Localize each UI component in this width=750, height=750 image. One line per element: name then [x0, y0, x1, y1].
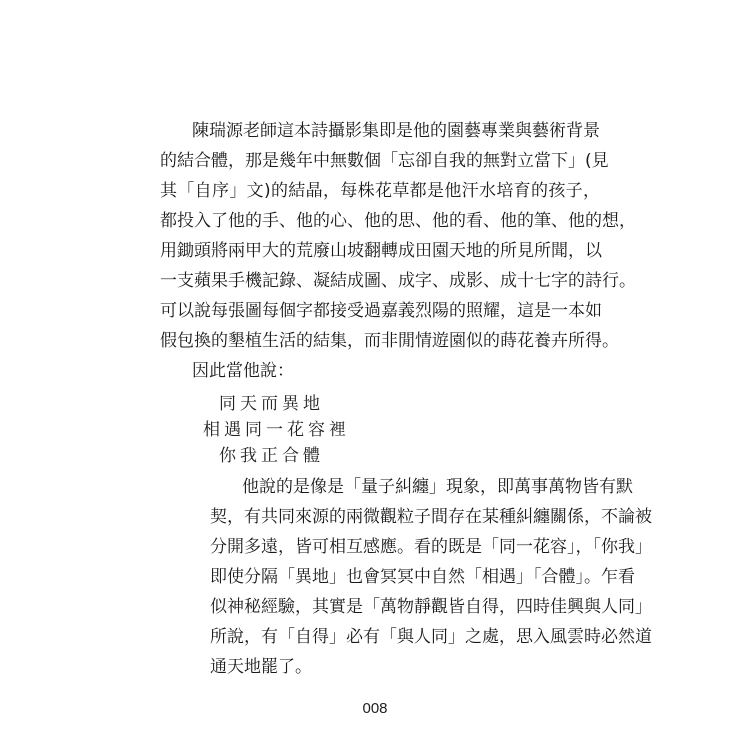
paragraph1-line-8: 假包換的墾植生活的結集，而非閒情遊園似的蒔花養卉所得。 [160, 331, 619, 351]
page-number: 008 [362, 700, 388, 717]
paragraph1-line-3: 其「自序」文)的結晶，每株花草都是他汗水培育的孩子， [160, 181, 600, 201]
paragraph1-line-6: 一支蘋果手機記錄、凝結成圖、成字、成影、成十七字的詩行。 [160, 271, 636, 291]
paragraph1-line-2: 的結合體，那是幾年中無數個「忘卻自我的無對立當下」(見 [160, 151, 609, 171]
poem-line-2: 相遇同一花容裡 [203, 420, 350, 440]
poem-line-1: 同天而異地 [219, 394, 324, 414]
poem-line-3: 你我正合體 [219, 446, 324, 466]
paragraph2-line-5: 似神秘經驗，其實是「萬物靜觀皆自得，四時佳興與人同」 [210, 597, 652, 617]
paragraph2-line-6: 所說，有「自得」必有「與人同」之處，思入風雲時必然道 [210, 627, 652, 647]
paragraph1-line-5: 用鋤頭將兩甲大的荒廢山坡翻轉成田園天地的所見所聞，以 [160, 241, 602, 261]
paragraph1-line-1: 陳瑞源老師這本詩攝影集即是他的園藝專業與藝術背景 [192, 121, 600, 141]
paragraph2-line-2: 契，有共同來源的兩微觀粒子間存在某種糾纏關係，不論被 [210, 507, 652, 527]
paragraph2-line-3: 分開多遠，皆可相互感應。看的既是「同一花容」，「你我」 [210, 537, 652, 557]
poem-intro: 因此當他說： [192, 361, 294, 381]
paragraph2-line-4: 即使分隔「異地」也會冥冥中自然「相遇」「合體」。乍看 [210, 567, 635, 587]
paragraph1-line-4: 都投入了他的手、他的心、他的思、他的看、他的筆、他的想， [160, 211, 636, 231]
paragraph1-line-7: 可以說每張圖每個字都接受過嘉義烈陽的照耀，這是一本如 [160, 301, 602, 321]
paragraph2-line-1: 他說的是像是「量子糾纏」現象，即萬事萬物皆有默 [242, 477, 633, 497]
paragraph2-line-7: 通天地罷了。 [210, 657, 312, 677]
